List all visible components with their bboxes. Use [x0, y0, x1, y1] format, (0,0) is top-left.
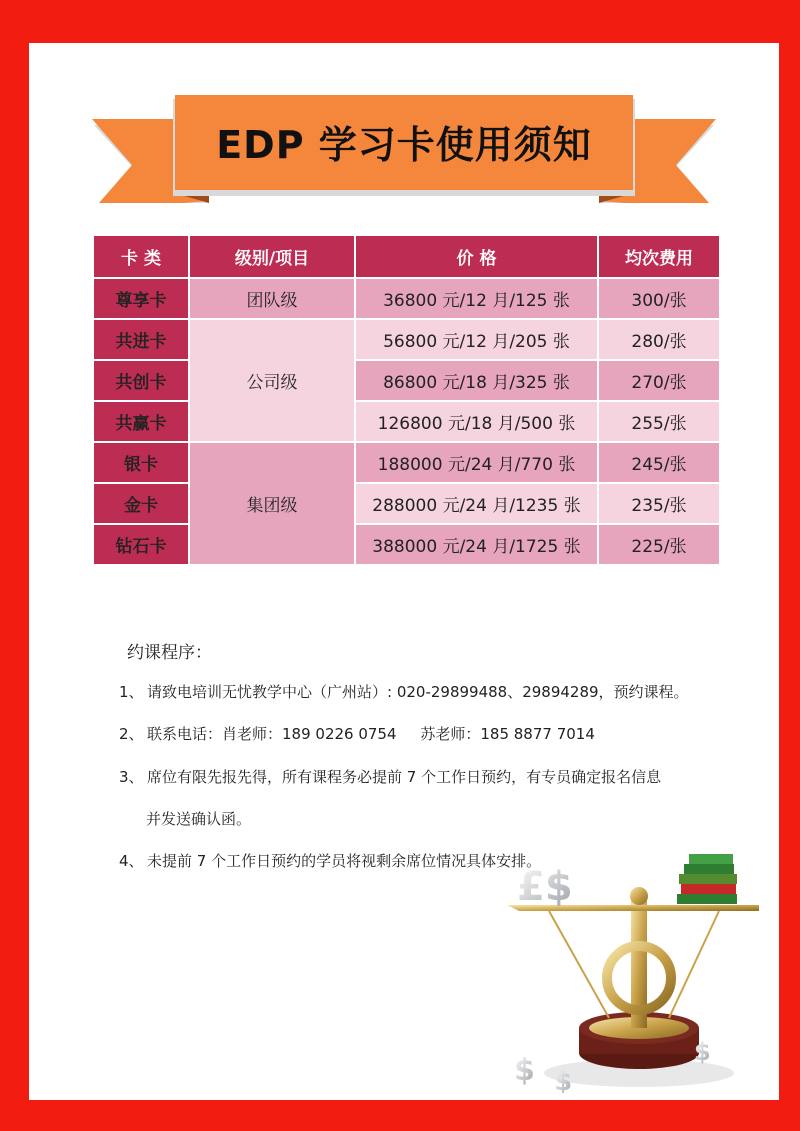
table-row: [93, 483, 720, 524]
avg-cell: 255/张: [598, 401, 720, 442]
card-name: 尊享卡: [93, 278, 189, 319]
step-text: 未提前 7 个工作日预约的学员将视剩余席位情况具体安排。: [147, 852, 542, 870]
step-number: 1、: [119, 683, 144, 701]
card-name: 共创卡: [93, 360, 189, 401]
scale-icon: [489, 848, 759, 1093]
dollar-symbol: $: [694, 1038, 711, 1066]
step-number: 3、: [119, 768, 144, 786]
price-cell: 56800 元/12 月/205 张: [355, 319, 598, 360]
procedure-step: [119, 681, 689, 702]
card-name: 共赢卡: [93, 401, 189, 442]
table-row: [93, 524, 720, 565]
step-text: 席位有限先报先得，所有课程务必提前 7 个工作日预约，有专员确定报名信息: [147, 768, 662, 786]
card-name: 钻石卡: [93, 524, 189, 565]
price-cell: 188000 元/24 月/770 张: [355, 442, 598, 483]
table-row: [93, 442, 720, 483]
currency-symbols: £$: [517, 864, 573, 910]
step-number: 2、: [119, 725, 144, 743]
table-row: [93, 319, 720, 360]
level-cell: 集团级: [189, 442, 355, 565]
table-row: [93, 278, 720, 319]
procedure-title: 约课程序：: [127, 643, 212, 663]
table-header-row: [93, 235, 720, 278]
price-table: [92, 234, 721, 566]
header-card-type: 卡 类: [93, 235, 189, 278]
level-cell: 公司级: [189, 319, 355, 442]
step-number: 4、: [119, 852, 144, 870]
dollar-symbol: $: [554, 1067, 573, 1093]
step-text: 联系电话：肖老师：189 0226 0754 苏老师：185 8877 7014: [147, 725, 595, 743]
avg-cell: 300/张: [598, 278, 720, 319]
avg-cell: 235/张: [598, 483, 720, 524]
card-name: 金卡: [93, 483, 189, 524]
table-row: [93, 401, 720, 442]
price-cell: 86800 元/18 月/325 张: [355, 360, 598, 401]
procedure-step-continuation: [146, 808, 251, 829]
card-name: 银卡: [93, 442, 189, 483]
procedure-step: [119, 850, 541, 871]
level-cell: 团队级: [189, 278, 355, 319]
title-banner: [89, 83, 719, 203]
dollar-symbol: $: [514, 1053, 535, 1088]
flyer-page: [29, 43, 779, 1100]
header-avg-cost: 均次费用: [598, 235, 720, 278]
header-price: 价 格: [355, 235, 598, 278]
procedure-step: [119, 766, 661, 787]
avg-cell: 245/张: [598, 442, 720, 483]
avg-cell: 280/张: [598, 319, 720, 360]
balance-scale-illustration: [489, 848, 759, 1093]
header-level: 级别/项目: [189, 235, 355, 278]
procedure-step: [119, 723, 595, 744]
avg-cell: 225/张: [598, 524, 720, 565]
avg-cell: 270/张: [598, 360, 720, 401]
price-cell: 126800 元/18 月/500 张: [355, 401, 598, 442]
step-text: 请致电培训无忧教学中心（广州站）: 020-29899488、29894289，预约课程。: [147, 683, 689, 701]
table-row: [93, 360, 720, 401]
price-cell: 36800 元/12 月/125 张: [355, 278, 598, 319]
page-title: EDP 学习卡使用须知: [216, 123, 592, 167]
price-cell: 288000 元/24 月/1235 张: [355, 483, 598, 524]
card-name: 共进卡: [93, 319, 189, 360]
step-text: 并发送确认函。: [146, 810, 252, 828]
price-cell: 388000 元/24 月/1725 张: [355, 524, 598, 565]
